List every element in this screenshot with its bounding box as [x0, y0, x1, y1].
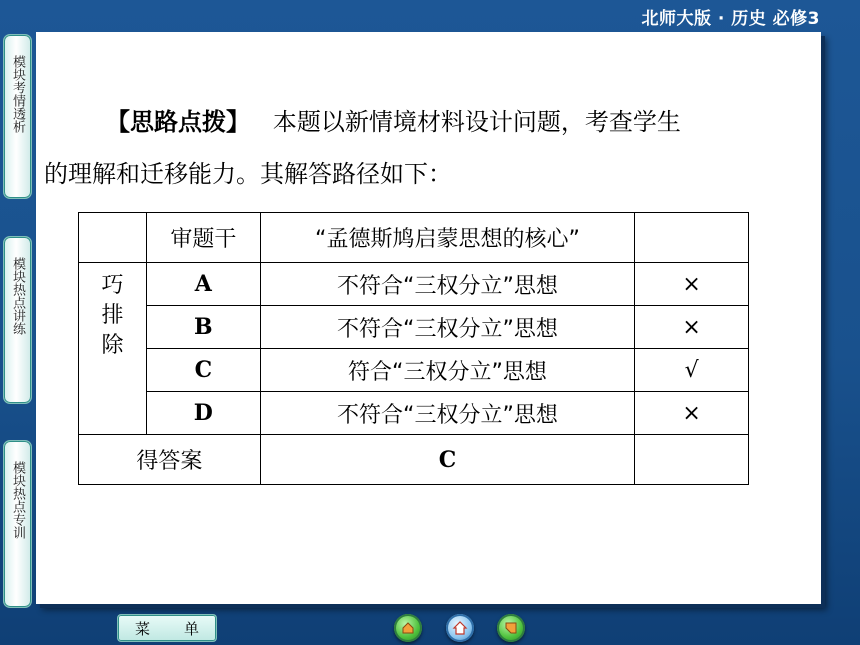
answer-value-cell: C	[260, 435, 634, 485]
text-line-2: 的理解和迁移能力。其解答路径如下：	[44, 160, 452, 188]
judgment-cell: 不符合“三权分立”思想	[260, 306, 634, 349]
sidebar-tab-label: 模块热点专训	[10, 461, 25, 539]
slide-content	[36, 32, 821, 604]
answer-label-cell: 得答案	[79, 435, 261, 485]
table-row	[79, 392, 749, 435]
sidebar-tab-exam-analysis[interactable]	[3, 34, 32, 199]
sidebar-tab-label: 模块热点讲练	[10, 257, 25, 335]
header-cell-read-stem: 审题干	[146, 213, 260, 263]
next-icon	[503, 620, 519, 636]
home-button[interactable]	[446, 614, 474, 642]
hint-label: 【思路点拨】	[106, 108, 250, 136]
mark-cell: ×	[635, 306, 749, 349]
option-cell: D	[146, 392, 260, 435]
text-line-1: 本题以新情境材料设计问题，考查学生	[272, 108, 681, 136]
judgment-cell: 符合“三权分立”思想	[260, 349, 634, 392]
option-cell: B	[146, 306, 260, 349]
prev-button[interactable]	[394, 614, 422, 642]
option-cell: C	[146, 349, 260, 392]
table-row	[79, 349, 749, 392]
table-cell-empty	[635, 435, 749, 485]
menu-button[interactable]	[117, 614, 217, 642]
solution-path-table	[78, 212, 749, 485]
option-cell: A	[146, 263, 260, 306]
mark-cell: √	[635, 349, 749, 392]
table-row	[79, 306, 749, 349]
menu-label-char: 菜	[134, 619, 150, 638]
mark-cell: ×	[635, 263, 749, 306]
sidebar-tab-hotspot-training[interactable]	[3, 440, 32, 608]
prev-icon	[400, 620, 416, 636]
table-cell-empty	[79, 213, 147, 263]
sidebar-tab-label: 模块考情透析	[10, 55, 25, 133]
table-cell-empty	[635, 213, 749, 263]
home-icon	[452, 620, 468, 636]
group-cell-eliminate: 巧排除	[79, 263, 147, 435]
table-row	[79, 435, 749, 485]
table-row	[79, 263, 749, 306]
judgment-cell: 不符合“三权分立”思想	[260, 392, 634, 435]
course-title: 北师大版 · 历史 必修3	[641, 9, 820, 29]
menu-label-char: 单	[183, 619, 199, 638]
next-button[interactable]	[497, 614, 525, 642]
table-row	[79, 213, 749, 263]
header-cell-stem-focus: “孟德斯鸠启蒙思想的核心”	[260, 213, 634, 263]
sidebar-tab-hotspot-practice[interactable]	[3, 236, 32, 404]
mark-cell: ×	[635, 392, 749, 435]
analysis-text	[44, 96, 804, 200]
judgment-cell: 不符合“三权分立”思想	[260, 263, 634, 306]
